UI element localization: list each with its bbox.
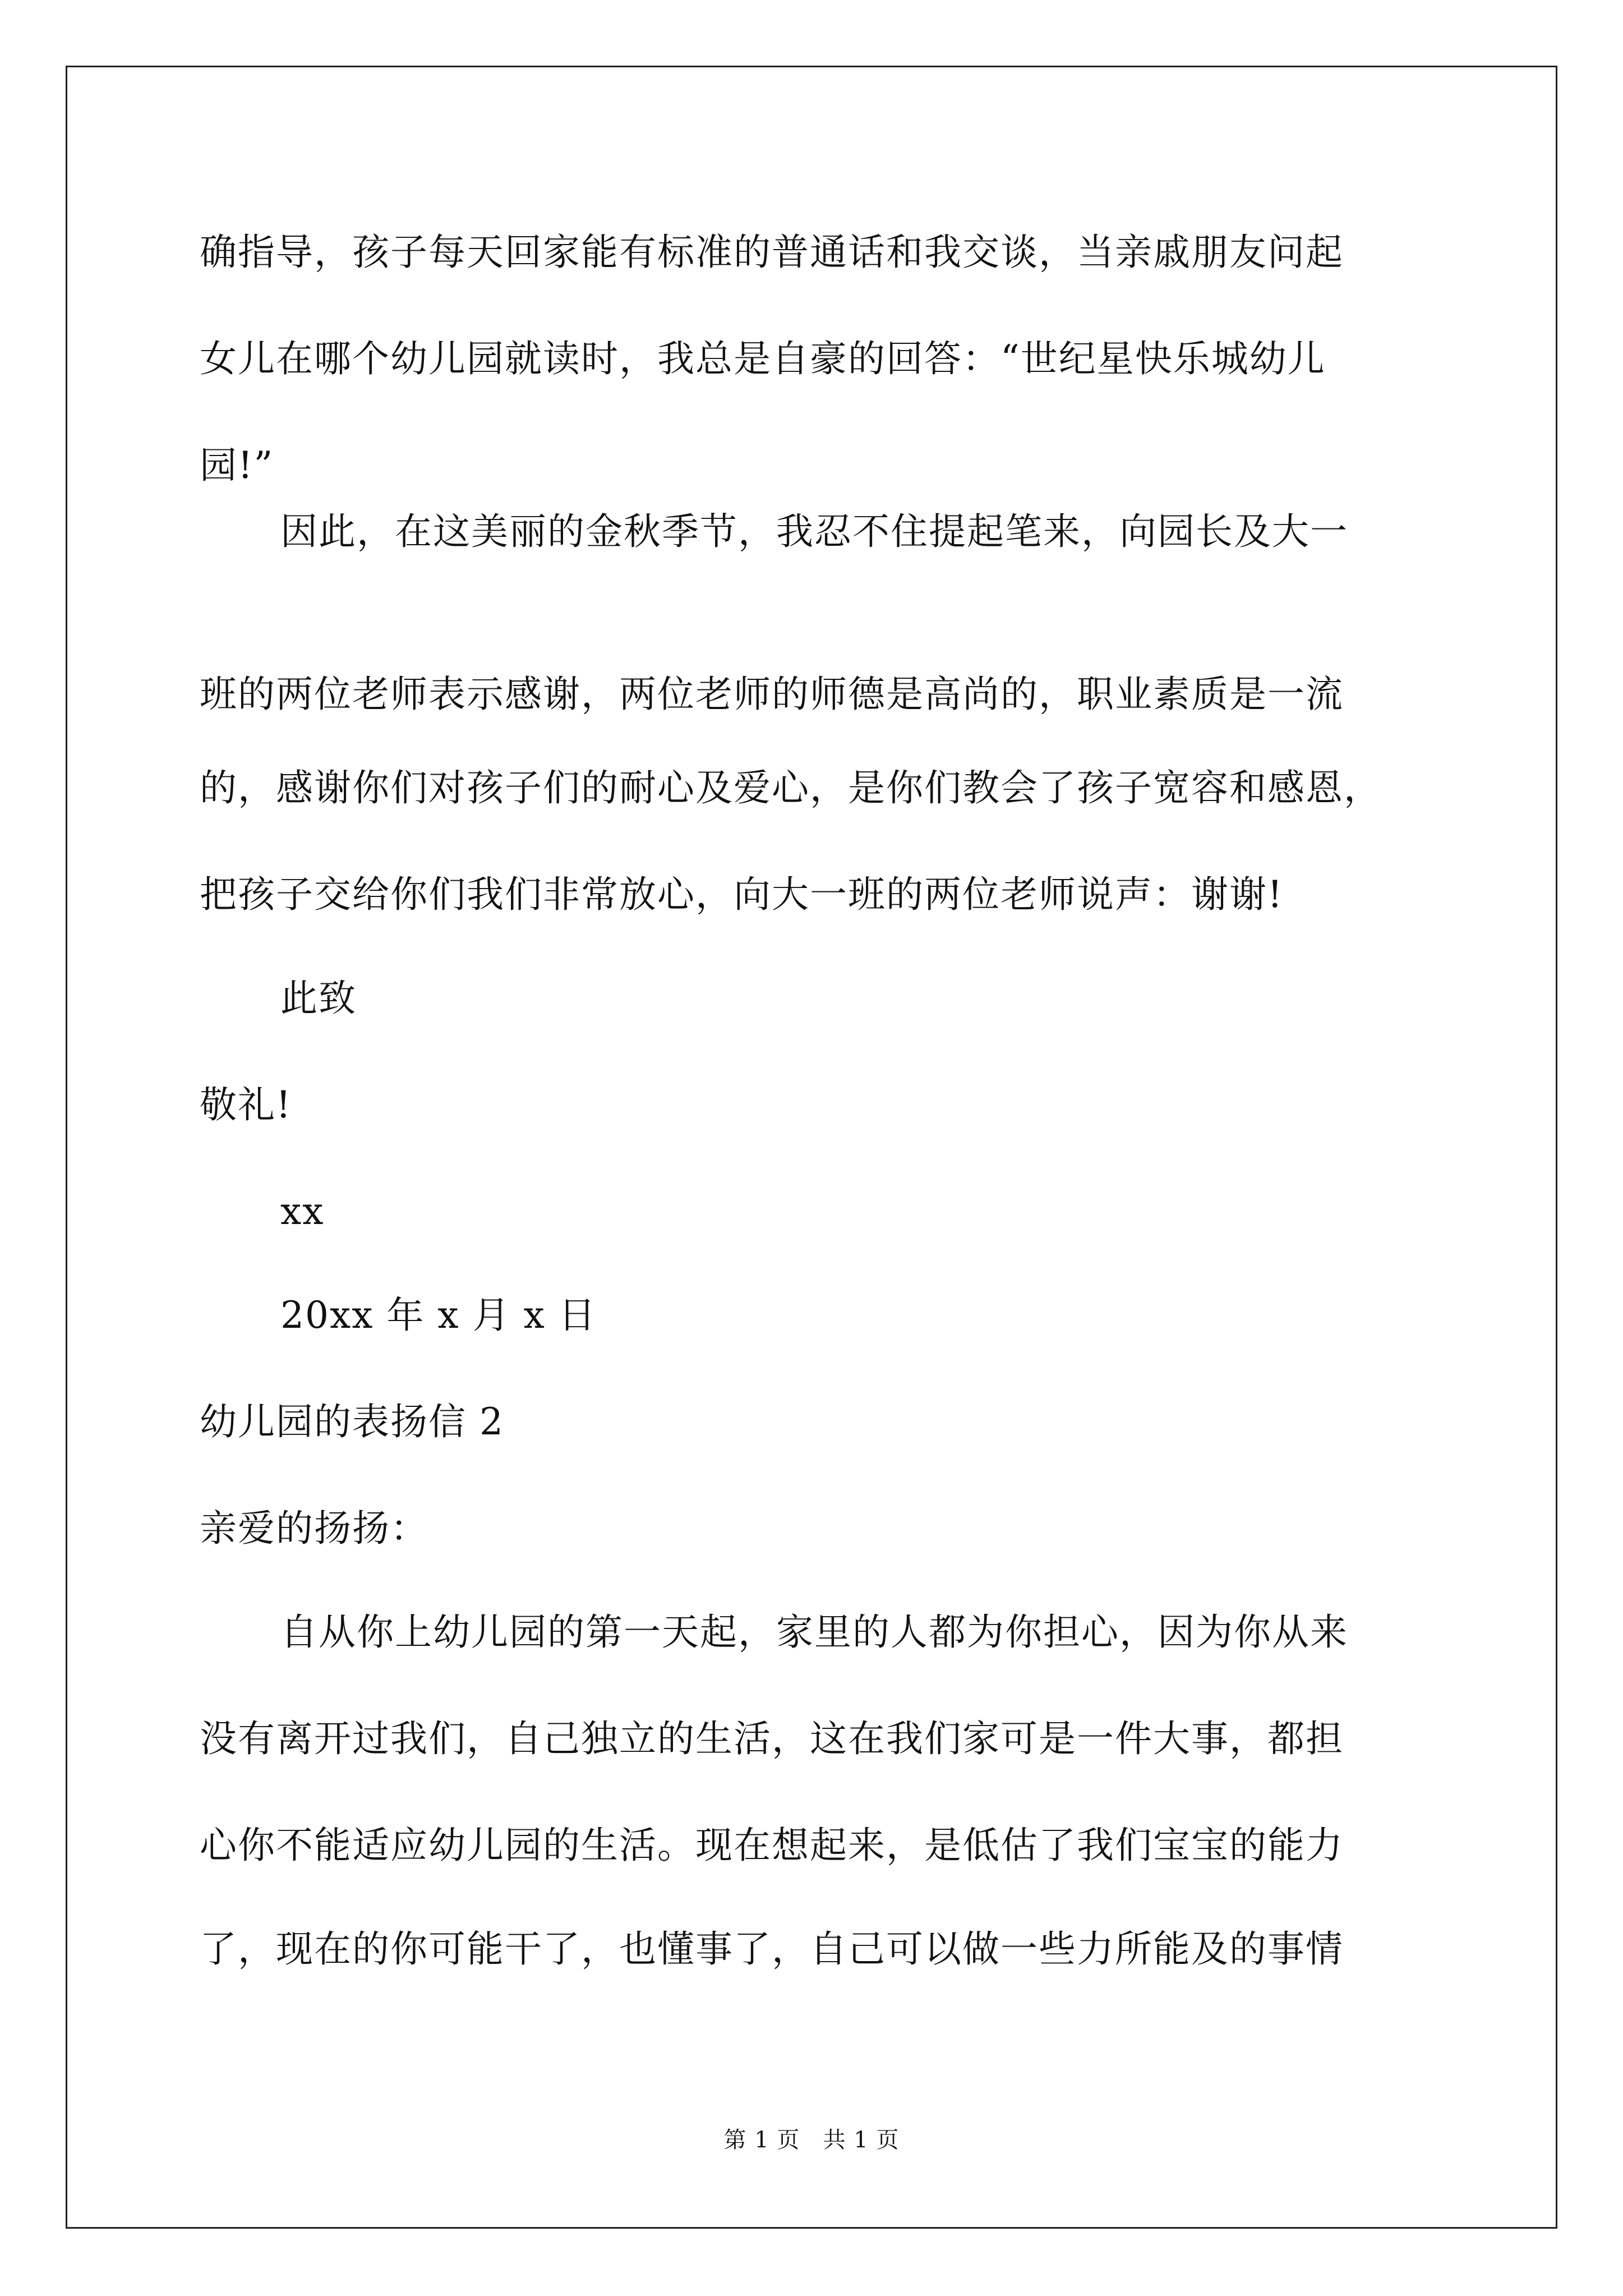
body-line: 自从你上幼儿园的第一天起，家里的人都为你担心，因为你从来: [280, 1611, 1348, 1654]
body-line: 的，感谢你们对孩子们的耐心及爱心，是你们教会了孩子宽容和感恩，: [200, 766, 1382, 809]
letter-date: 20xx 年 x 月 x 日: [280, 1294, 597, 1337]
body-line: 了，现在的你可能干了，也懂事了，自己可以做一些力所能及的事情: [200, 1927, 1344, 1971]
body-line: 没有离开过我们，自己独立的生活，这在我们家可是一件大事，都担: [200, 1717, 1344, 1760]
body-line: 因此，在这美丽的金秋季节，我忍不住提起笔来，向园长及大一: [280, 510, 1348, 553]
closing-respect: 敬礼!: [200, 1083, 292, 1126]
closing-salutation: 此致: [280, 977, 357, 1020]
page-number: 第 1 页 共 1 页: [723, 2127, 900, 2153]
body-line: 把孩子交给你们我们非常放心，向大一班的两位老师说声：谢谢!: [200, 873, 1284, 916]
section-title: 幼儿园的表扬信 2: [200, 1400, 504, 1443]
body-line: 确指导，孩子每天回家能有标准的普通话和我交谈，当亲戚朋友问起: [200, 231, 1344, 274]
body-line: 女儿在哪个幼儿园就读时，我总是自豪的回答：“世纪星快乐城幼儿: [200, 337, 1326, 380]
body-line: 心你不能适应幼儿园的生活。现在想起来，是低估了我们宝宝的能力: [200, 1824, 1344, 1867]
body-line: 园!”: [200, 444, 274, 487]
signature: xx: [280, 1190, 325, 1233]
greeting: 亲爱的扬扬：: [200, 1507, 428, 1550]
body-line: 班的两位老师表示感谢，两位老师的师德是高尚的，职业素质是一流: [200, 673, 1344, 716]
page-frame: [66, 66, 1557, 2229]
